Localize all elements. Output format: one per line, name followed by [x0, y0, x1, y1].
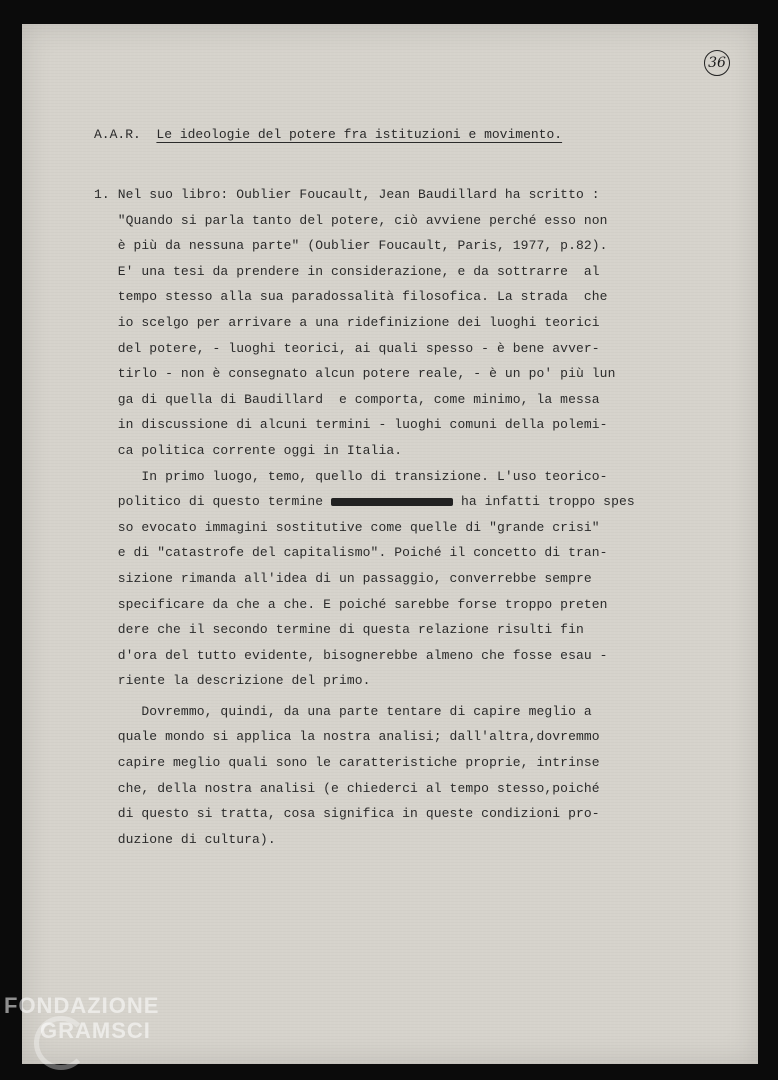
- watermark-line-1: FONDAZIONE: [4, 993, 160, 1018]
- header-title: Le ideologie del potere fra istituzioni e movimento.: [156, 127, 563, 142]
- text-line: specificare da che a che. E poiché sarebbe forse troppo preten: [94, 596, 608, 612]
- text-line: dere che il secondo termine di questa relazione risulti fin: [94, 622, 584, 638]
- header-prefix: A.A.R.: [94, 127, 141, 142]
- text-line: capire meglio quali sono le caratteristiche proprie, intrinse: [94, 755, 600, 771]
- text-line: io scelgo per arrivare a una ridefinizione dei luoghi teorici: [94, 314, 600, 330]
- text-line: tirlo - non è consegnato alcun potere reale, - è un po' più lun: [94, 366, 616, 382]
- text-line: tempo stesso alla sua paradossalità filosofica. La strada che: [94, 289, 608, 305]
- text-segment: ha infatti troppo spes: [460, 494, 635, 510]
- text-line: 1. Nel suo libro: Oublier Foucault, Jean Baudillard ha scritto :: [94, 187, 600, 202]
- text-line: di questo si tratta, cosa significa in queste condizioni pro-: [94, 806, 600, 822]
- watermark-g-logo-icon: [34, 1016, 88, 1070]
- struck-out-word: [331, 498, 453, 506]
- text-line: "Quando si parla tanto del potere, ciò avviene perché esso non: [94, 212, 608, 228]
- document-body: [94, 182, 694, 852]
- text-line: e di "catastrofe del capitalismo". Poiché il concetto di tran-: [94, 545, 608, 561]
- text-line: quale mondo si applica la nostra analisi; dall'altra,dovremmo: [94, 729, 600, 745]
- text-line-with-deletion: [94, 489, 694, 515]
- page-number-stamp: 36: [704, 50, 730, 76]
- text-line: del potere, - luoghi teorici, ai quali spesso - è bene avver-: [94, 340, 600, 356]
- text-line: è più da nessuna parte" (Oublier Foucault, Paris, 1977, p.82).: [94, 238, 608, 254]
- text-line: ca politica corrente oggi in Italia.: [94, 442, 403, 458]
- watermark-line-2: GRAMSCI: [40, 1018, 151, 1043]
- text-line: in discussione di alcuni termini - luoghi comuni della polemi-: [94, 417, 608, 433]
- text-line: ga di quella di Baudillard e comporta, come minimo, la messa: [94, 391, 600, 407]
- text-line: E' una tesi da prendere in considerazione, e da sottrarre al: [94, 263, 600, 279]
- text-line: d'ora del tutto evidente, bisognerebbe almeno che fosse esau -: [94, 647, 608, 663]
- archive-watermark: [4, 994, 204, 1044]
- document-header: [94, 127, 562, 142]
- text-line: In primo luogo, temo, quello di transizione. L'uso teorico-: [94, 468, 608, 484]
- text-segment: politico di questo termine: [94, 494, 324, 510]
- text-line: so evocato immagini sostitutive come quelle di "grande crisi": [94, 519, 600, 535]
- text-line: Dovremmo, quindi, da una parte tentare di capire meglio a: [94, 703, 592, 719]
- text-line: sizione rimanda all'idea di un passaggio, converrebbe sempre: [94, 570, 592, 586]
- text-line: riente la descrizione del primo.: [94, 673, 371, 689]
- text-line: duzione di cultura).: [94, 831, 276, 847]
- text-line: che, della nostra analisi (e chiederci al tempo stesso,poiché: [94, 780, 600, 796]
